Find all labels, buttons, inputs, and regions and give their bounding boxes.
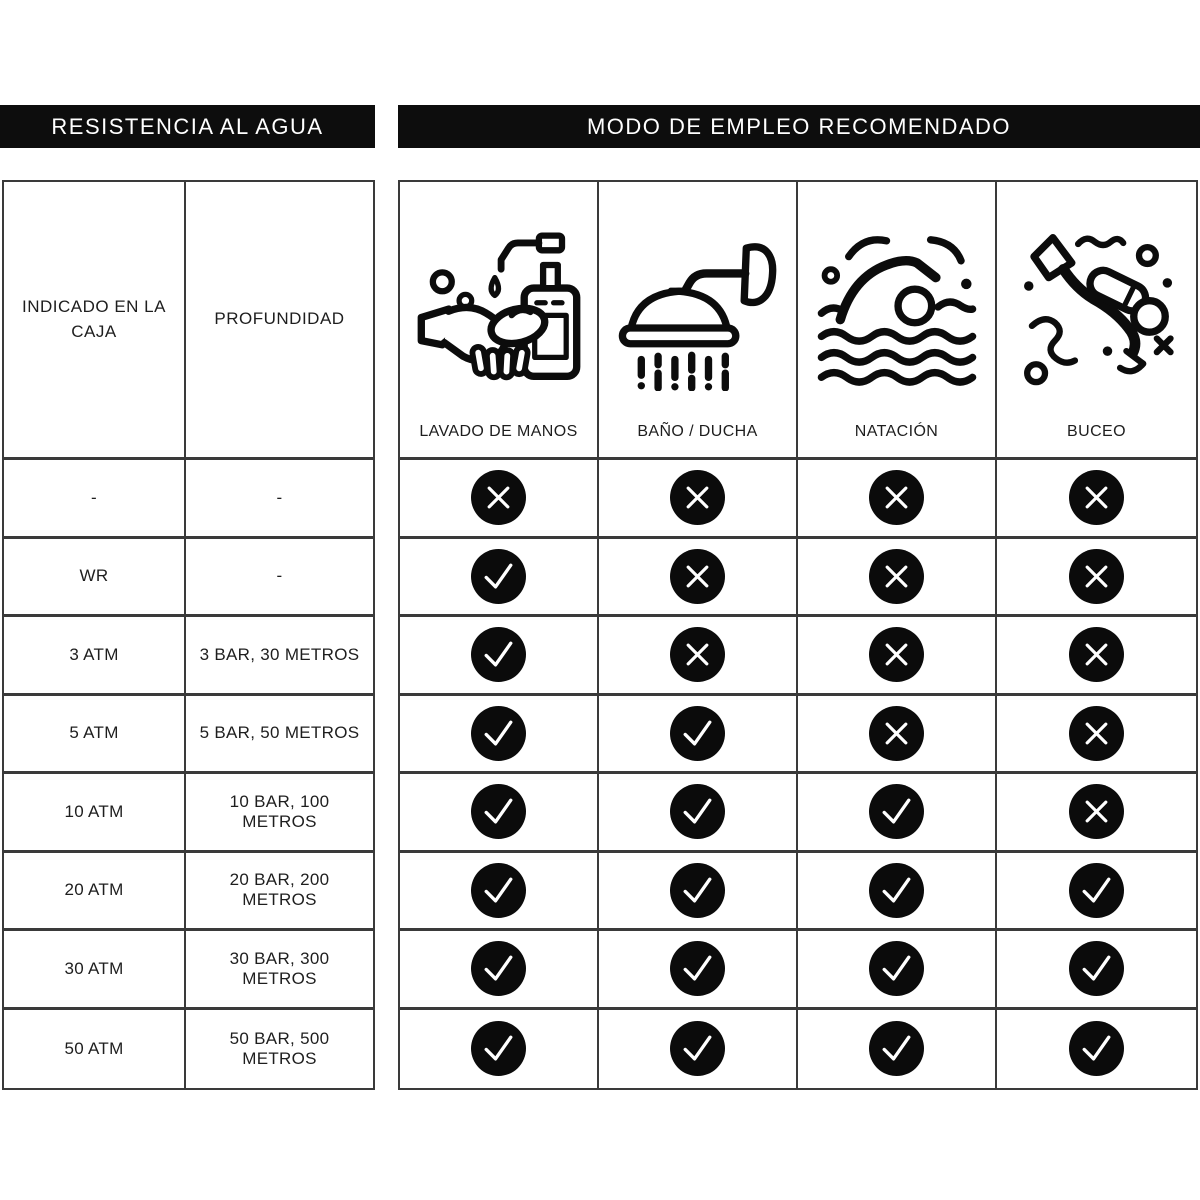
activity-label: LAVADO DE MANOS [419,423,578,440]
check-in-circle-icon [1069,941,1124,996]
check-mark-cell [997,853,1196,932]
check-in-circle-icon [471,627,526,682]
cross-in-circle-icon [670,549,725,604]
check-mark-cell [997,931,1196,1010]
cross-in-circle-icon [670,470,725,525]
recommended-usage-table [398,180,1198,1090]
caja-cell: 5 ATM [4,696,186,775]
check-in-circle-icon [471,706,526,761]
check-mark-cell [997,1010,1196,1089]
profundidad-cell: 5 BAR, 50 METROS [186,696,373,775]
check-mark-cell [798,1010,997,1089]
check-mark-cell [599,853,798,932]
activity-header-buceo [997,182,1196,460]
cross-mark-cell [997,460,1196,539]
caja-cell: 10 ATM [4,774,186,853]
check-mark-cell [599,931,798,1010]
profundidad-cell: 50 BAR, 500 METROS [229,1028,330,1068]
activity-header-bano-ducha [599,182,798,460]
profundidad-cell: 30 BAR, 300 METROS [186,931,373,1010]
column-header-indicado-en-la-caja: INDICADO EN LA CAJA [4,182,186,460]
check-mark-cell [400,853,599,932]
caja-cell: 30 ATM [4,931,186,1010]
activity-label: NATACIÓN [854,423,939,440]
cross-mark-cell [400,460,599,539]
profundidad-cell: - [186,460,373,539]
right-banner [398,105,1200,148]
right-banner-title: MODO DE EMPLEO RECOMENDADO [586,113,1012,139]
profundidad-cell: 20 BAR, 200 METROS [186,853,373,932]
swimming-icon [798,182,995,423]
cross-in-circle-icon [1069,470,1124,525]
cross-in-circle-icon [1069,627,1124,682]
shower-icon [599,182,796,423]
check-mark-cell [798,931,997,1010]
check-mark-cell [400,774,599,853]
cross-mark-cell [997,539,1196,618]
check-in-circle-icon [670,863,725,918]
left-banner [0,105,375,148]
check-in-circle-icon [471,863,526,918]
cross-mark-cell [599,617,798,696]
caja-cell: 20 ATM [4,853,186,932]
check-in-circle-icon [471,549,526,604]
check-mark-cell [599,774,798,853]
cross-in-circle-icon [670,627,725,682]
check-mark-cell [798,853,997,932]
check-in-circle-icon [1069,863,1124,918]
cross-mark-cell [798,696,997,775]
check-mark-cell [798,774,997,853]
caja-cell: - [4,460,186,539]
column-header-profundidad: PROFUNDIDAD [186,182,373,460]
caja-cell: WR [4,539,186,618]
check-in-circle-icon [869,863,924,918]
cross-in-circle-icon [1069,706,1124,761]
profundidad-cell: - [186,539,373,618]
cross-mark-cell [798,460,997,539]
cross-in-circle-icon [869,627,924,682]
check-mark-cell [400,696,599,775]
cross-mark-cell [997,774,1196,853]
check-mark-cell [400,539,599,618]
check-in-circle-icon [471,784,526,839]
profundidad-cell: 10 BAR, 100 METROS [186,774,373,853]
check-in-circle-icon [670,1021,725,1076]
hand-washing-icon [400,182,597,423]
scuba-diving-icon [997,182,1196,423]
activity-header-lavado-de-manos [400,182,599,460]
water-resistance-table [2,180,375,1090]
cross-mark-cell [798,539,997,618]
check-in-circle-icon [869,941,924,996]
cross-in-circle-icon [1069,549,1124,604]
caja-cell: 50 ATM [4,1010,186,1089]
left-banner-title: RESISTENCIA AL AGUA [51,113,324,139]
check-in-circle-icon [670,706,725,761]
check-in-circle-icon [471,941,526,996]
cross-in-circle-icon [869,549,924,604]
cross-in-circle-icon [869,706,924,761]
check-in-circle-icon [869,784,924,839]
cross-mark-cell [599,539,798,618]
check-in-circle-icon [1069,1021,1124,1076]
check-in-circle-icon [471,1021,526,1076]
check-in-circle-icon [670,784,725,839]
activity-label: BUCEO [1067,423,1126,440]
cross-in-circle-icon [869,470,924,525]
check-mark-cell [400,1010,599,1089]
cross-mark-cell [997,617,1196,696]
cross-in-circle-icon [471,470,526,525]
check-mark-cell [599,1010,798,1089]
check-mark-cell [599,696,798,775]
activity-label: BAÑO / DUCHA [637,423,758,440]
caja-cell: 3 ATM [4,617,186,696]
check-in-circle-icon [869,1021,924,1076]
cross-mark-cell [798,617,997,696]
cross-in-circle-icon [1069,784,1124,839]
activity-header-natacion [798,182,997,460]
check-mark-cell [400,617,599,696]
check-mark-cell [400,931,599,1010]
profundidad-cell: 3 BAR, 30 METROS [186,617,373,696]
cross-mark-cell [599,460,798,539]
cross-mark-cell [997,696,1196,775]
check-in-circle-icon [670,941,725,996]
